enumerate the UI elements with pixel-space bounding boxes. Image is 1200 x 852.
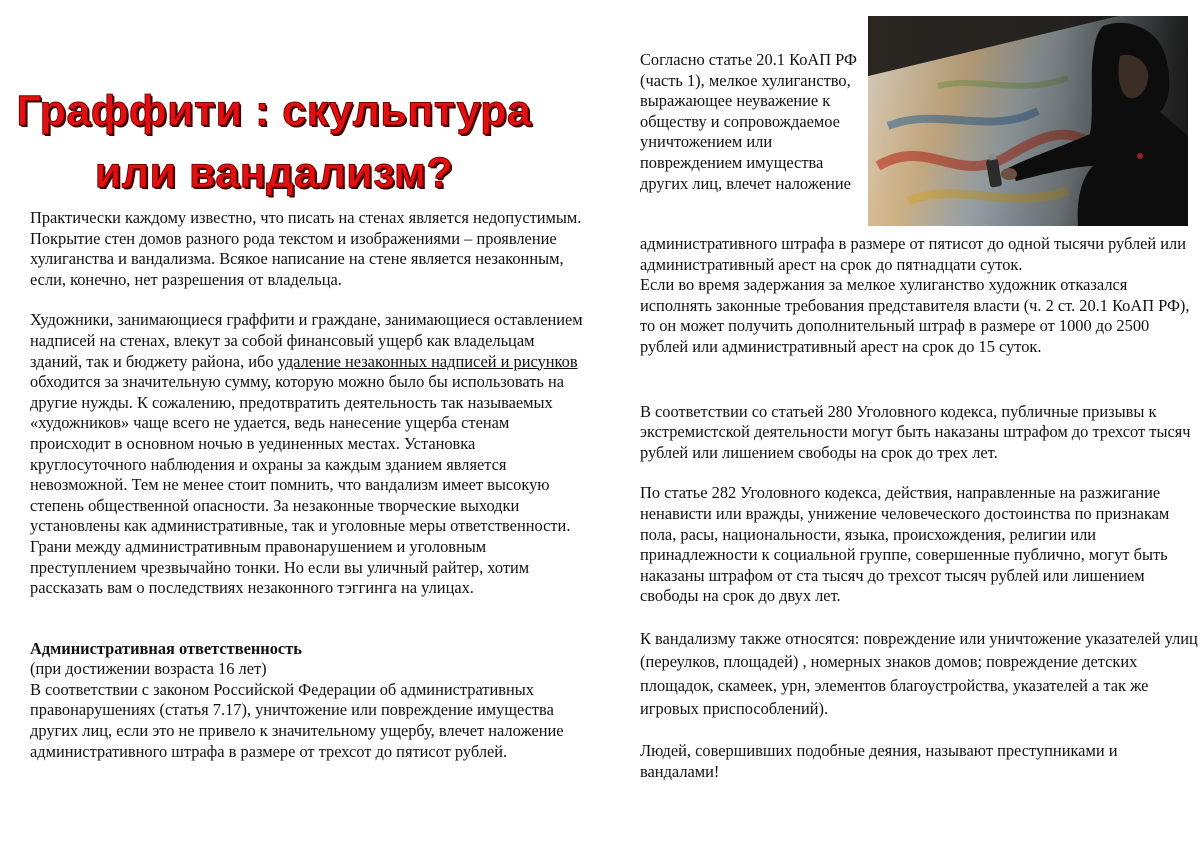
article-280-paragraph: В соответствии со статьей 280 Уголовного кодекса, публичные призывы к экстремистской деятельности могут быть наказаны штрафом до трехсот тысяч рублей или лишением свободы на срок до трех лет.: [640, 401, 1191, 462]
vandalism-list-paragraph: К вандализму также относятся: повреждение или уничтожение указателей улиц (переулков, площадей) , номерных знаков домов; повреждение детских площадок, скамеек, урн, элементов благоустройства, указателей а так же игровых приспособлений).: [640, 628, 1198, 719]
graffiti-artist-image: [868, 16, 1188, 226]
removal-link[interactable]: удаление незаконных надписей и рисунков: [277, 351, 578, 371]
graffiti-photo: [868, 16, 1188, 226]
damage-text-end: обходится за значительную сумму, которую можно было бы использовать на другие нужды. К сожалению, предотвратить деятельность так называемых «художников» чаще всего не удается, ведь нанесение ущерба стенам происходит в основном ночью в уединенных местах. Установка круглосуточного наблюдения и охраны за каждым зданием является невозможной. Тем не менее стоит помнить, что вандализм имеет высокую степень общественной опасности. За незаконные творческие выходки установлены как административные, так и уголовные меры ответственности. Грани между административным правонарушением и уголовным преступлением чрезвычайно тонки. Но если вы уличный райтер, хотим рассказать вам о последствиях незаконного тэггинга на улицах.: [30, 372, 571, 598]
left-column: [30, 208, 590, 762]
title-line-2: или вандализм?: [94, 149, 454, 197]
intro-paragraph: Практически каждому известно, что писать на стенах является недопустимым. Покрытие стен домов разного рода текстом и изображениями – проявление хулиганства и вандализма. Всякое написание на стене является незаконным, если, конечно, нет разрешения от владельца.: [30, 208, 582, 289]
article-20-1-continuation: административного штрафа в размере от пятисот до одной тысячи рублей или административный арест на срок до пятнадцати суток.: [640, 234, 1187, 274]
admin-subheading: (при достижении возраста 16 лет): [30, 659, 267, 679]
right-column: [640, 234, 1198, 782]
article-20-1-intro: Согласно статье 20.1 КоАП РФ (часть 1), мелкое хулиганство, выражающее неуважение к обществу и сопровождаемое уничтожением или повреждением имущества других лиц, влечет наложение: [640, 50, 857, 193]
article-20-1-part2: Если во время задержания за мелкое хулиганство художник отказался исполнять законные требования представителя власти (ч. 2 ст. 20.1 КоАП РФ), то он может получить дополнительный штраф в размере от 1000 до 2500 рублей или административный арест на срок до 15 суток.: [640, 275, 1190, 356]
admin-heading: Административная ответственность: [30, 638, 302, 658]
article-282-paragraph: По статье 282 Уголовного кодекса, действия, направленные на разжигание ненависти или вражды, унижение человеческого достоинства по признакам пола, расы, национальности, языка, происхождения, религии или принадлежности к социальной группе, совершенные публично, могут быть наказаны штрафом от ста тысяч до трехсот тысяч рублей или лишением свободы на срок до двух лет.: [640, 483, 1170, 606]
damage-paragraph: [30, 310, 590, 598]
document-title: [14, 80, 534, 204]
admin-law-paragraph: В соответствии с законом Российской Федерации об административных правонарушениях (статья 7.17), уничтожение или повреждение имущества других лиц, если это не привело к значительному ущербу, влечет наложение административного штрафа в размере от трехсот до пятисот рублей.: [30, 679, 564, 761]
closing-paragraph: Людей, совершивших подобные деяния, называют преступниками и вандалами!: [640, 740, 1118, 781]
damage-text-start: Художники, занимающиеся граффити и граждане, занимающиеся оставлением надписей на стенах, влекут за собой финансовый ущерб как владельцам зданий, так и бюджету района, ибо: [30, 310, 583, 371]
title-line-1: Граффити : скульптура: [16, 87, 532, 135]
